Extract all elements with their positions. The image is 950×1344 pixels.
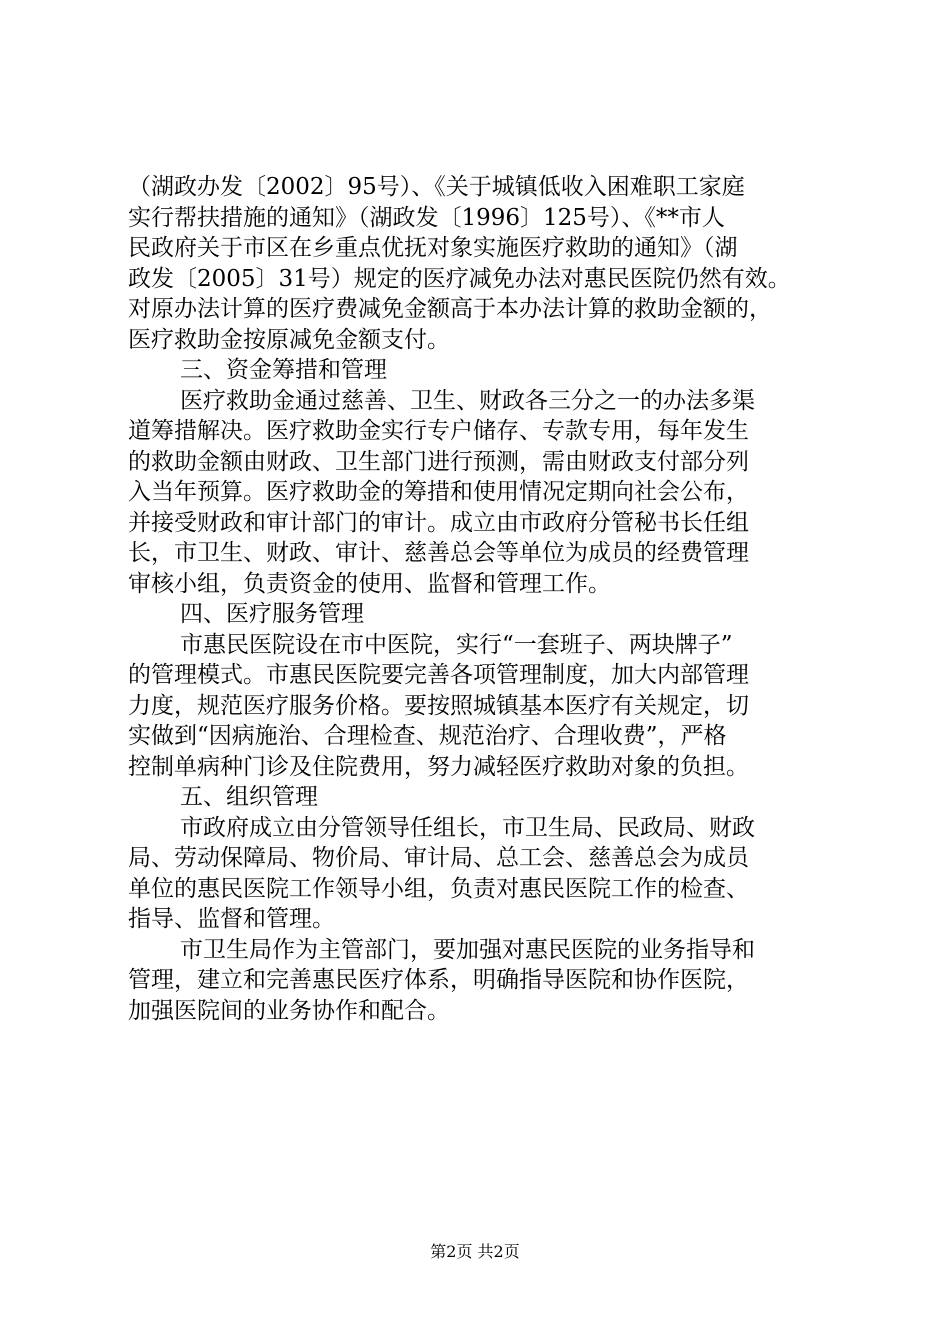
text-line: 市惠民医院设在市中医院，实行“一套班子、两块牌子” [180,631,733,658]
text-line: 力度，规范医疗服务价格。要按照城镇基本医疗有关规定，切 [128,692,749,719]
text-line: 加强医院间的业务协作和配合。 [128,997,450,1024]
text-line: 控制单病种门诊及住院费用，努力减轻医疗救助对象的负担。 [128,753,749,780]
text-line: 入当年预算。医疗救助金的筹措和使用情况定期向社会公布， [128,479,749,505]
text-line: 并接受财政和审计部门的审计。成立由市政府分管秘书长任组 [128,509,749,536]
text-line: 指导、监督和管理。 [128,906,335,932]
text-line: 医疗救助金通过慈善、卫生、财政各三分之一的办法多渠 [180,387,755,414]
section-heading: 五、组织管理 [180,784,318,810]
text-line: 市卫生局作为主管部门，要加强对惠民医院的业务指导和 [180,936,755,963]
text-line: 实做到“因病施治、合理检查、规范治疗、合理收费”，严格 [128,723,727,749]
text-line: 长，市卫生、财政、审计、慈善总会等单位为成员的经费管理 [128,540,749,566]
text-line: 局、劳动保障局、物价局、审计局、总工会、慈善总会为成员 [128,845,749,871]
text-line: （湖政办发〔2002〕95号）、《关于城镇低收入困难职工家庭 [128,174,745,200]
text-line: 对原办法计算的医疗费减免金额高于本办法计算的救助金额的， [128,296,772,322]
page-number: 第2页 共2页 [430,1242,520,1261]
text-line: 单位的惠民医院工作领导小组，负责对惠民医院工作的检查、 [128,875,749,902]
text-line: 的管理模式。市惠民医院要完善各项管理制度，加大内部管理 [128,662,749,688]
text-line: 民政府关于市区在乡重点优抚对象实施医疗救助的通知》（湖 [128,235,738,261]
text-line: 审核小组，负责资金的使用、监督和管理工作。 [128,570,611,597]
text-line: 管理，建立和完善惠民医疗体系，明确指导医院和协作医院， [128,967,749,993]
text-line: 医疗救助金按原减免金额支付。 [128,326,450,353]
section-heading: 四、医疗服务管理 [180,601,364,627]
text-line: 市政府成立由分管领导任组长，市卫生局、民政局、财政 [180,814,755,841]
page-footer [0,1242,950,1262]
document-body [128,172,828,1026]
section-heading: 三、资金筹措和管理 [180,357,387,383]
text-line: 的救助金额由财政、卫生部门进行预测，需由财政支付部分列 [128,448,749,475]
text-line: 道筹措解决。医疗救助金实行专户储存、专款专用，每年发生 [128,418,749,444]
text-line: 政发〔2005〕31号）规定的医疗减免办法对惠民医院仍然有效。 [128,265,791,292]
text-line: 实行帮扶措施的通知》（湖政发〔1996〕125号）、《**市人 [128,204,725,231]
